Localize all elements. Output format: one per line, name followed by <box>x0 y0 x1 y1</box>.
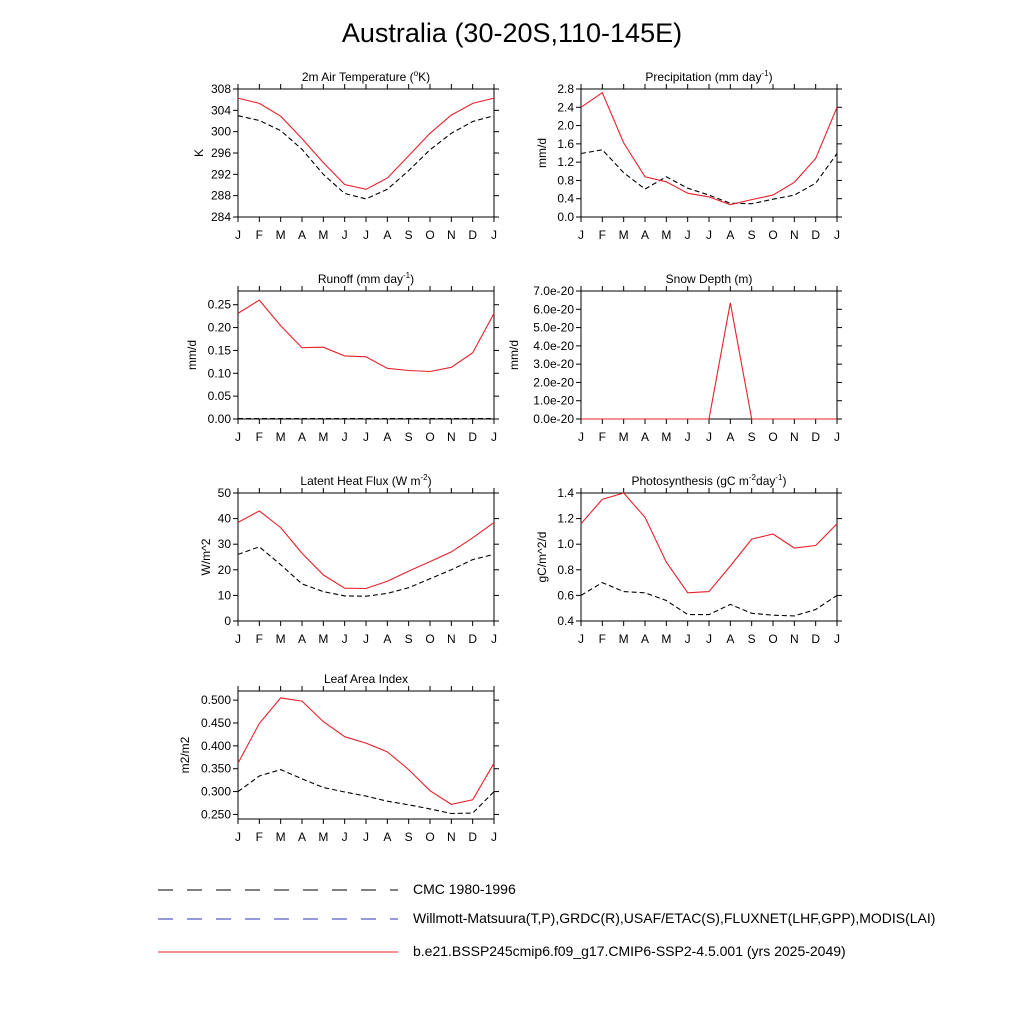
leaf-area-index-title-part: Leaf Area Index <box>323 672 409 686</box>
photosynthesis-title-part: ) <box>782 474 787 488</box>
air-temperature-obs-line <box>238 116 494 199</box>
snow-depth-month-label: J <box>684 430 691 444</box>
latent-heat-flux-ytick-label: 10 <box>217 588 231 603</box>
precipitation-month-label: J <box>578 228 584 242</box>
air-temperature-ytick-label: 288 <box>210 188 231 203</box>
photosynthesis-month-label: A <box>726 632 735 646</box>
photosynthesis-title-part: -2 <box>748 473 757 482</box>
runoff-month-label: J <box>235 430 241 444</box>
snow-depth-ytick-label: 2.0e-20 <box>533 375 574 390</box>
leaf-area-index-month-label: A <box>383 830 392 844</box>
runoff-month-label: O <box>425 430 435 444</box>
leaf-area-index-ytick-label: 0.450 <box>200 716 231 730</box>
precipitation-month-label: F <box>598 228 607 242</box>
snow-depth-month-label: D <box>811 430 821 444</box>
chart-runoff <box>185 271 499 444</box>
photosynthesis-month-label: M <box>661 632 672 646</box>
photosynthesis-obs-line <box>581 583 837 616</box>
air-temperature-month-label: S <box>404 228 413 242</box>
air-temperature-title <box>302 69 430 84</box>
photosynthesis-month-label: N <box>789 632 799 646</box>
snow-depth-ytick-label: 7.0e-20 <box>533 284 574 298</box>
snow-depth-ytick-label: 5.0e-20 <box>533 320 574 335</box>
snow-depth-title-part: Snow Depth (m) <box>665 272 753 286</box>
runoff-month-label: N <box>446 430 456 444</box>
air-temperature-ytick-label: 292 <box>210 167 231 182</box>
snow-depth-month-label: J <box>706 430 712 444</box>
photosynthesis-ytick-label: 0.6 <box>557 588 574 603</box>
snow-depth-ytick-label: 6.0e-20 <box>533 302 574 317</box>
runoff-title-part: -1 <box>403 271 411 280</box>
latent-heat-flux-month-label: O <box>425 632 435 646</box>
legend-line-observations <box>158 909 398 929</box>
leaf-area-index-plot-frame <box>238 691 494 819</box>
photosynthesis-ytick-label: 1.4 <box>557 486 574 500</box>
precipitation-month-label: O <box>768 228 778 242</box>
photosynthesis-month-label: J <box>834 632 840 646</box>
latent-heat-flux-ytick-label: 20 <box>217 562 231 577</box>
air-temperature-month-label: J <box>363 228 369 242</box>
leaf-area-index-ytick-label: 0.350 <box>200 761 231 776</box>
photosynthesis-model-line <box>581 493 837 593</box>
runoff-month-label: F <box>255 430 264 444</box>
runoff-month-label: D <box>468 430 478 444</box>
leaf-area-index-month-label: N <box>446 830 456 844</box>
photosynthesis-month-label: M <box>618 632 629 646</box>
leaf-area-index-ytick-label: 0.300 <box>200 784 231 799</box>
leaf-area-index-ylabel: m2/m2 <box>178 736 192 774</box>
air-temperature-month-label: F <box>255 228 264 242</box>
precipitation-title <box>645 69 772 84</box>
photosynthesis-month-label: F <box>598 632 607 646</box>
precipitation-title-part: -1 <box>761 69 769 78</box>
photosynthesis-month-label: J <box>684 632 691 646</box>
runoff-month-label: J <box>341 430 348 444</box>
precipitation-month-label: N <box>789 228 799 242</box>
air-temperature-ylabel: K <box>192 148 206 158</box>
air-temperature-title-part: 2m Air Temperature ( <box>301 70 414 84</box>
latent-heat-flux-month-label: J <box>363 632 369 646</box>
air-temperature-ytick-label: 284 <box>210 210 231 224</box>
precipitation-ytick-label: 2.4 <box>557 100 574 115</box>
runoff-ytick-label: 0.15 <box>207 343 231 358</box>
snow-depth-title <box>666 272 753 286</box>
leaf-area-index-ytick-label: 0.500 <box>200 693 231 708</box>
air-temperature-month-label: J <box>491 228 497 242</box>
latent-heat-flux-plot-frame <box>238 493 494 621</box>
latent-heat-flux-ytick-label: 0 <box>224 614 231 628</box>
snow-depth-month-label: O <box>768 430 778 444</box>
photosynthesis-month-label: O <box>768 632 778 646</box>
runoff-month-label: S <box>404 430 413 444</box>
snow-depth-month-label: J <box>834 430 840 444</box>
runoff-month-label: M <box>275 430 286 444</box>
snow-depth-month-label: M <box>618 430 629 444</box>
chart-photosynthesis <box>535 473 842 646</box>
air-temperature-plot-frame <box>238 89 494 217</box>
precipitation-month-label: J <box>706 228 712 242</box>
latent-heat-flux-month-label: A <box>383 632 392 646</box>
leaf-area-index-month-label: O <box>425 830 435 844</box>
legend-item-observations <box>158 909 936 929</box>
runoff-plot-frame <box>238 291 494 419</box>
photosynthesis-ytick-label: 1.0 <box>557 537 574 552</box>
leaf-area-index-month-label: J <box>491 830 497 844</box>
precipitation-title-part: ) <box>768 70 773 84</box>
air-temperature-month-label: J <box>341 228 348 242</box>
leaf-area-index-month-label: J <box>341 830 348 844</box>
air-temperature-month-label: M <box>275 228 286 242</box>
leaf-area-index-title <box>324 672 408 686</box>
runoff-model-line <box>238 300 494 371</box>
latent-heat-flux-model-line <box>238 511 494 589</box>
runoff-month-label: A <box>383 430 392 444</box>
air-temperature-month-label: N <box>446 228 456 242</box>
latent-heat-flux-month-label: N <box>446 632 456 646</box>
photosynthesis-ylabel: gC/m^2/d <box>535 531 549 583</box>
precipitation-ylabel: mm/d <box>535 138 549 168</box>
precipitation-month-label: A <box>726 228 735 242</box>
air-temperature-ytick-label: 300 <box>210 124 231 139</box>
snow-depth-ytick-label: 4.0e-20 <box>533 338 574 353</box>
snow-depth-plot-frame <box>581 291 837 419</box>
air-temperature-month-label: A <box>383 228 392 242</box>
leaf-area-index-month-label: D <box>468 830 478 844</box>
photosynthesis-ytick-label: 0.4 <box>557 614 574 628</box>
runoff-ylabel: mm/d <box>185 340 199 370</box>
precipitation-month-label: A <box>640 228 650 242</box>
precipitation-title-part: Precipitation (mm day <box>645 70 762 84</box>
air-temperature-month-label: O <box>425 228 435 242</box>
leaf-area-index-model-line <box>238 698 494 805</box>
chart-leaf-area-index <box>178 672 499 844</box>
snow-depth-ytick-label: 1.0e-20 <box>533 393 574 408</box>
latent-heat-flux-title-part: Latent Heat Flux (W m <box>300 474 421 488</box>
precipitation-ytick-label: 1.6 <box>557 136 574 151</box>
air-temperature-title-part: K) <box>418 70 431 84</box>
runoff-title-part: Runoff (mm day <box>317 272 404 286</box>
air-temperature-month-label: D <box>468 228 478 242</box>
latent-heat-flux-title-part: -2 <box>420 473 428 482</box>
snow-depth-month-label: A <box>640 430 650 444</box>
precipitation-ytick-label: 1.2 <box>557 155 574 170</box>
legend-label-model: b.e21.BSSP245cmip6.f09_g17.CMIP6-SSP2-4.5.001 (yrs 2025-2049) <box>413 943 846 959</box>
runoff-title-part: ) <box>410 272 415 286</box>
runoff-ytick-label: 0.25 <box>207 297 231 312</box>
leaf-area-index-month-label: F <box>255 830 264 844</box>
chart-snow-depth <box>507 272 842 444</box>
photosynthesis-month-label: J <box>706 632 712 646</box>
precipitation-month-label: J <box>684 228 691 242</box>
runoff-ytick-label: 0.00 <box>207 412 231 426</box>
runoff-month-label: J <box>491 430 497 444</box>
figure-title: Australia (30-20S,110-145E) <box>341 18 683 48</box>
snow-depth-month-label: S <box>747 430 756 444</box>
photosynthesis-plot-frame <box>581 493 837 621</box>
air-temperature-month-label: A <box>297 228 307 242</box>
air-temperature-month-label: M <box>318 228 329 242</box>
photosynthesis-month-label: J <box>578 632 584 646</box>
photosynthesis-title-part: day <box>756 474 776 488</box>
air-temperature-ytick-label: 296 <box>210 146 231 160</box>
photosynthesis-title-part: Photosynthesis (gC m <box>631 474 749 488</box>
air-temperature-ytick-label: 308 <box>210 82 231 96</box>
latent-heat-flux-month-label: J <box>235 632 241 646</box>
precipitation-ytick-label: 0.8 <box>557 173 574 188</box>
precipitation-ytick-label: 0.0 <box>557 210 574 224</box>
leaf-area-index-month-label: M <box>318 830 329 844</box>
precipitation-plot-frame <box>581 89 837 217</box>
runoff-month-label: J <box>363 430 369 444</box>
leaf-area-index-ytick-label: 0.400 <box>200 738 231 753</box>
precipitation-month-label: J <box>834 228 840 242</box>
latent-heat-flux-month-label: A <box>297 632 307 646</box>
latent-heat-flux-ytick-label: 50 <box>217 486 231 500</box>
precipitation-month-label: M <box>661 228 672 242</box>
snow-depth-month-label: F <box>598 430 607 444</box>
air-temperature-title-part: o <box>413 69 419 78</box>
precipitation-model-line <box>581 93 837 205</box>
photosynthesis-month-label: D <box>811 632 821 646</box>
precipitation-month-label: D <box>811 228 821 242</box>
legend-item-model <box>158 942 846 962</box>
snow-depth-model-line <box>581 303 837 419</box>
latent-heat-flux-month-label: M <box>318 632 329 646</box>
leaf-area-index-month-label: A <box>297 830 307 844</box>
chart-precipitation <box>535 69 842 242</box>
air-temperature-ytick-label: 304 <box>210 103 231 118</box>
leaf-area-index-month-label: M <box>275 830 286 844</box>
latent-heat-flux-month-label: J <box>341 632 348 646</box>
precipitation-month-label: M <box>618 228 629 242</box>
leaf-area-index-ytick-label: 0.250 <box>200 807 231 822</box>
latent-heat-flux-month-label: D <box>468 632 478 646</box>
chart-latent-heat-flux <box>199 473 499 646</box>
leaf-area-index-month-label: J <box>235 830 241 844</box>
precipitation-ytick-label: 2.0 <box>557 118 574 133</box>
snow-depth-month-label: A <box>726 430 735 444</box>
air-temperature-model-line <box>238 98 494 189</box>
snow-depth-month-label: N <box>789 430 799 444</box>
snow-depth-month-label: M <box>661 430 672 444</box>
latent-heat-flux-month-label: S <box>404 632 413 646</box>
latent-heat-flux-month-label: F <box>255 632 264 646</box>
latent-heat-flux-title-part: ) <box>427 474 432 488</box>
runoff-title <box>318 271 414 286</box>
legend-line-cmc <box>158 880 398 900</box>
latent-heat-flux-month-label: M <box>275 632 286 646</box>
latent-heat-flux-ylabel: W/m^2 <box>199 538 213 576</box>
precipitation-ytick-label: 0.4 <box>557 191 574 206</box>
leaf-area-index-month-label: S <box>404 830 413 844</box>
latent-heat-flux-ytick-label: 40 <box>217 511 231 526</box>
runoff-month-label: M <box>318 430 329 444</box>
runoff-month-label: A <box>297 430 307 444</box>
leaf-area-index-obs-line <box>238 770 494 814</box>
photosynthesis-ytick-label: 0.8 <box>557 562 574 577</box>
snow-depth-month-label: J <box>578 430 584 444</box>
legend-line-model <box>158 942 398 962</box>
latent-heat-flux-title <box>300 473 431 488</box>
latent-heat-flux-ytick-label: 30 <box>217 537 231 552</box>
runoff-ytick-label: 0.10 <box>207 366 231 381</box>
photosynthesis-month-label: S <box>747 632 756 646</box>
snow-depth-ytick-label: 0.0e-20 <box>533 412 574 426</box>
precipitation-month-label: S <box>747 228 756 242</box>
runoff-ytick-label: 0.20 <box>207 320 231 335</box>
photosynthesis-title <box>632 473 787 488</box>
runoff-ytick-label: 0.05 <box>207 389 231 404</box>
photosynthesis-month-label: A <box>640 632 650 646</box>
air-temperature-month-label: J <box>235 228 241 242</box>
legend-item-cmc <box>158 880 516 900</box>
snow-depth-ylabel: mm/d <box>507 340 521 370</box>
photosynthesis-title-part: -1 <box>775 473 783 482</box>
leaf-area-index-month-label: J <box>363 830 369 844</box>
photosynthesis-ytick-label: 1.2 <box>557 511 574 526</box>
latent-heat-flux-month-label: J <box>491 632 497 646</box>
legend-label-cmc: CMC 1980-1996 <box>413 881 516 897</box>
precipitation-ytick-label: 2.8 <box>557 82 574 96</box>
snow-depth-ytick-label: 3.0e-20 <box>533 357 574 372</box>
legend-label-observations: Willmott-Matsuura(T,P),GRDC(R),USAF/ETAC(S),FLUXNET(LHF,GPP),MODIS(LAI) <box>413 910 936 926</box>
chart-air-temperature <box>192 69 499 242</box>
